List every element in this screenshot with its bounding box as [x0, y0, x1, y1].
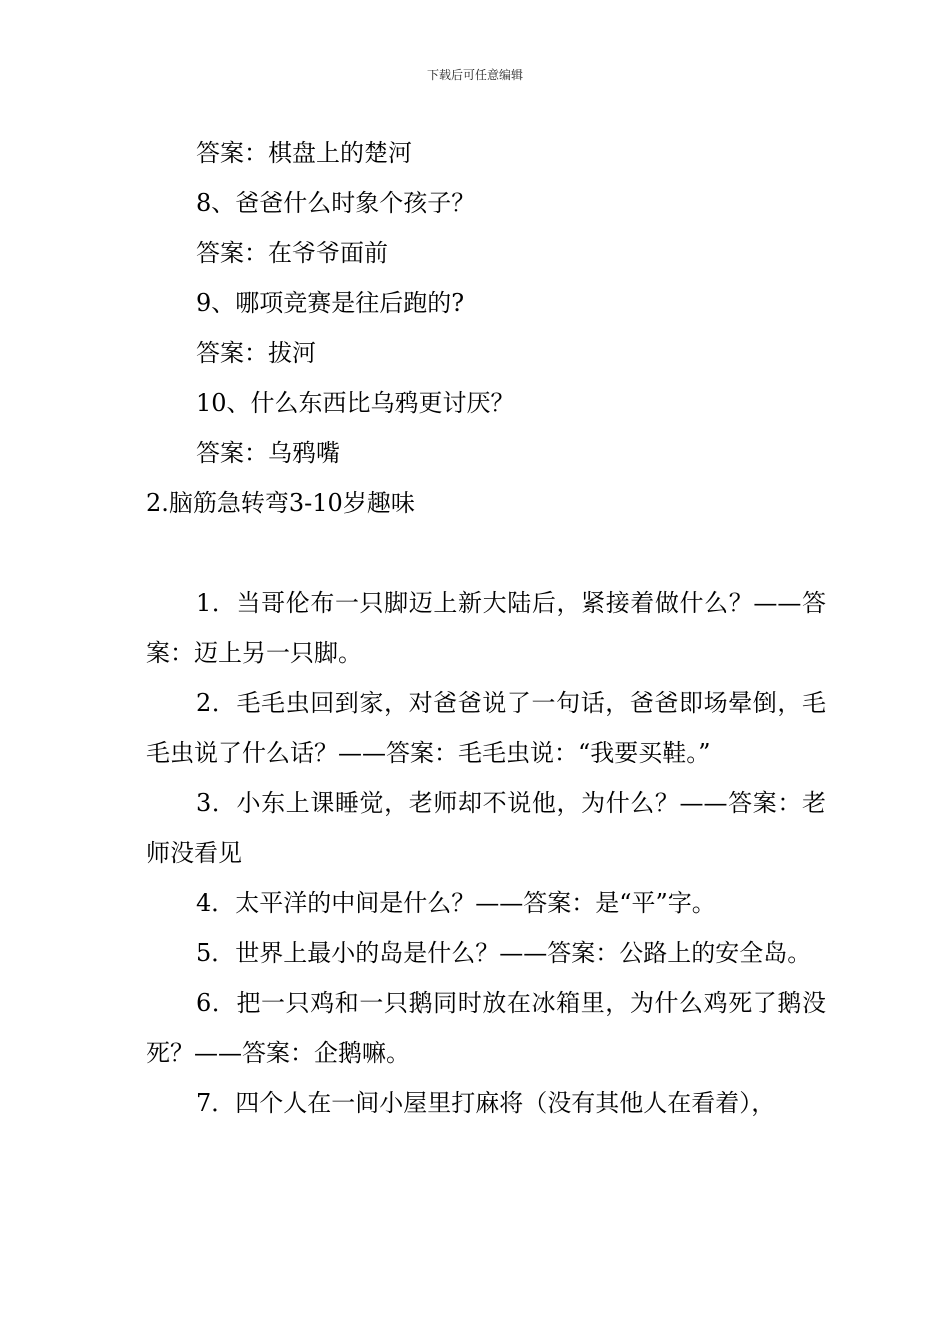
question-line: 8、爸爸什么时象个孩子？	[196, 189, 476, 217]
answer-line: 答案：乌鸦嘴	[196, 439, 340, 467]
riddle-item: 7．四个人在一间小屋里打麻将（没有其他人在看着），	[196, 1089, 776, 1117]
blank-line	[146, 528, 826, 578]
answer-line: 答案：拔河	[196, 339, 316, 367]
answer-line: 答案：棋盘上的楚河	[196, 139, 412, 167]
page-header: 下载后可任意编辑	[426, 68, 523, 82]
riddle-item: 3．小东上课睡觉，老师却不说他，为什么？——答案：老师没看见	[146, 789, 826, 867]
riddle-item: 2．毛毛虫回到家，对爸爸说了一句话，爸爸即场晕倒，毛毛虫说了什么话？——答案：毛毛虫说：“我要买鞋。”	[146, 689, 826, 767]
question-line: 9、哪项竞赛是往后跑的?	[196, 289, 465, 317]
riddle-item: 1．当哥伦布一只脚迈上新大陆后，紧接着做什么？——答案：迈上另一只脚。	[146, 589, 826, 667]
riddle-item: 6．把一只鸡和一只鹅同时放在冰箱里，为什么鸡死了鹅没死？——答案：企鹅嘛。	[146, 989, 826, 1067]
document-body	[146, 128, 826, 1128]
section-title: 2.脑筋急转弯3-10岁趣味	[146, 489, 415, 517]
riddle-item: 5．世界上最小的岛是什么？——答案：公路上的安全岛。	[196, 939, 812, 967]
riddle-item: 4．太平洋的中间是什么？——答案：是“平”字。	[196, 889, 716, 917]
answer-line: 答案：在爷爷面前	[196, 239, 388, 267]
question-line: 10、什么东西比乌鸦更讨厌？	[196, 389, 515, 417]
